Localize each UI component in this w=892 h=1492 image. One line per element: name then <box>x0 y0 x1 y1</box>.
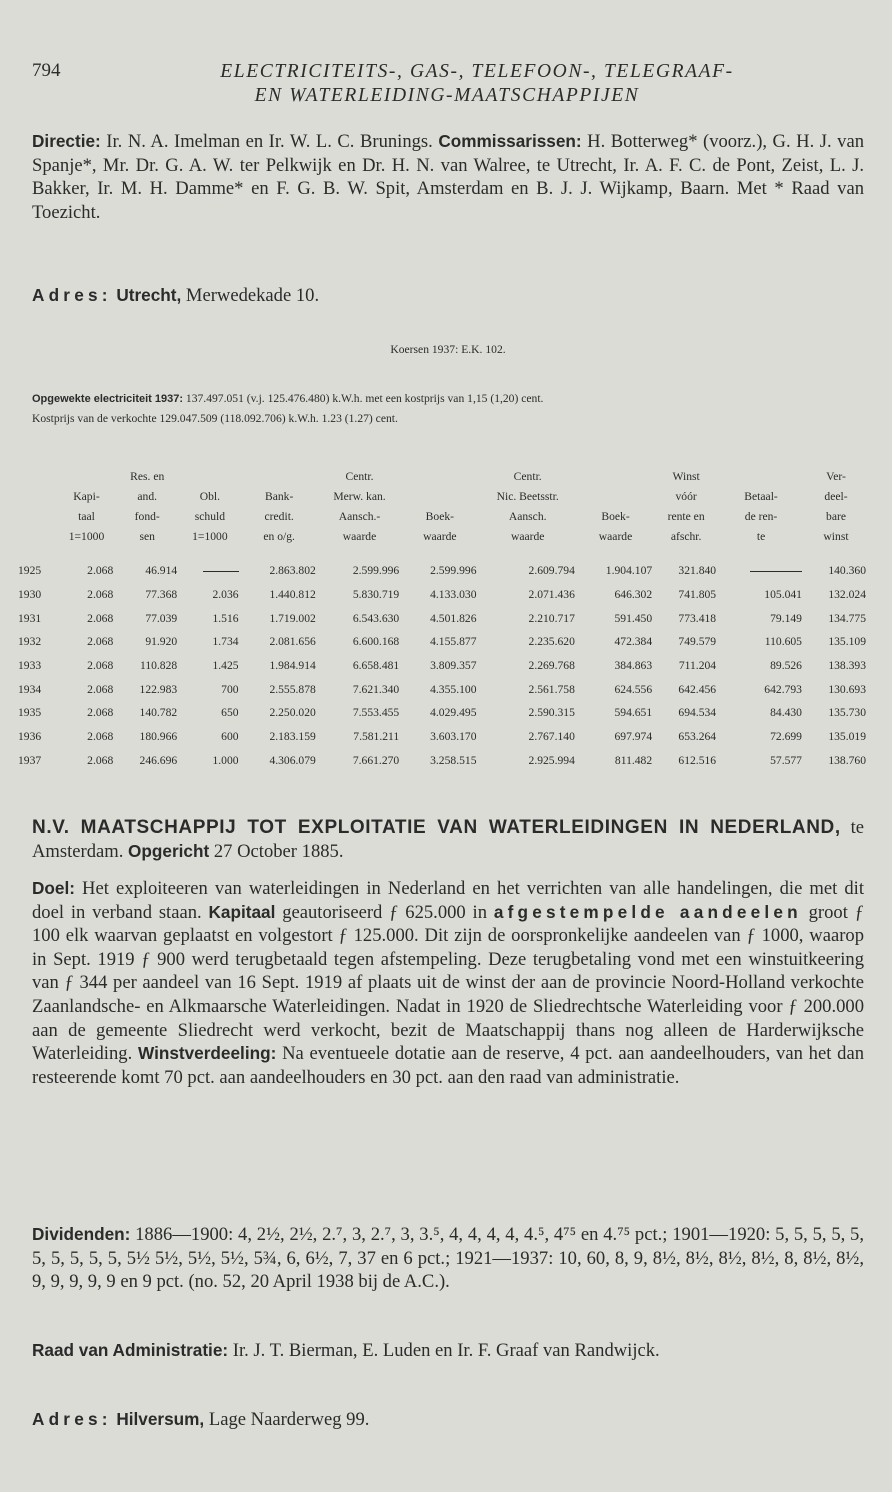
table-cell: 472.384 <box>614 635 653 649</box>
table-cell: 4.306.079 <box>269 753 316 767</box>
table-header-cell: Kapi- <box>73 490 100 503</box>
table-cell: 612.516 <box>678 753 717 767</box>
table-header-cell: Bank- <box>265 490 294 503</box>
table-cell: 2.269.768 <box>528 659 575 673</box>
table-cell: 384.863 <box>614 659 653 673</box>
table-header-cell: Boek- <box>425 510 455 523</box>
table-header-cell <box>16 527 58 547</box>
table-cell: 72.699 <box>770 730 802 744</box>
commissarissen-text: H. Botterweg* (voorz.), G. H. J. van Spanje*, Mr. Dr. G. A. W. ter Pelkwijk en Dr. H. N. van Walree, te Utrecht, Ir. A. F. C. de Pont, Zeist, L. J. Bakker, Ir. M. H. Damme* en F. G. B. W. Spit, Amsterdam en B. J. J. Wijkamp, Baarn. Met * Raad van Toezicht. <box>32 131 864 223</box>
table-cell: 1.516 <box>212 611 239 625</box>
table-cell: 697.974 <box>614 730 653 744</box>
table-cell: 132.024 <box>828 588 866 602</box>
table-cell: 591.450 <box>614 611 653 625</box>
table-cell: 2.599.996 <box>352 564 400 578</box>
table-cell: 2.068 <box>87 730 114 744</box>
table-cell: 1.904.107 <box>605 564 653 578</box>
table-cell: 122.983 <box>139 682 178 696</box>
aandeelen-spaced: afgestempelde aandeelen <box>493 901 802 922</box>
table-header-row <box>16 507 868 527</box>
raad-paragraph <box>32 1339 864 1363</box>
table-header-cell: Obl. <box>199 490 221 503</box>
table-row <box>16 559 868 583</box>
table-header-cell: bare <box>826 510 846 523</box>
table-cell: 1.425 <box>212 659 239 673</box>
electriciteit-text: 137.497.051 (v.j. 125.476.480) k.W.h. met een kostprijs van 1,15 (1,20) cent. <box>183 392 544 405</box>
electriciteit-label: Opgewekte electriciteit 1937: <box>32 393 184 405</box>
table-header-cell: Aansch. <box>508 510 547 523</box>
table-header-cell: Merw. kan. <box>333 490 386 503</box>
table-header-row <box>16 487 868 507</box>
table-cell: 2.561.758 <box>528 682 575 696</box>
table-cell: 711.204 <box>678 659 717 673</box>
table-cell: 1936 <box>18 730 42 744</box>
adres-city: Utrecht, <box>116 285 182 305</box>
adres-2-street: Lage Naarderweg 99. <box>204 1409 370 1430</box>
page-number: 794 <box>32 60 61 81</box>
table-header-cell: credit. <box>264 510 294 523</box>
kostprijs-line: Kostprijs van de verkochte 129.047.509 (118.092.706) k.W.h. 1.23 (1.27) cent. <box>32 412 398 425</box>
table-cell: 2.068 <box>87 753 114 767</box>
table-cell: 4.501.826 <box>430 611 477 625</box>
table-header-cell: Winst <box>672 470 700 483</box>
table-cell: 321.840 <box>678 564 717 578</box>
kapitaal-label: Kapitaal <box>208 901 276 922</box>
table-header-cell: de ren- <box>744 510 778 523</box>
table-header-cell: Centr. <box>513 470 542 483</box>
table-header-cell: taal <box>78 510 95 523</box>
table-header-cell <box>718 467 804 487</box>
opgericht-label: Opgericht <box>128 840 210 861</box>
table-header-cell <box>577 487 654 507</box>
table-cell: 3.603.170 <box>430 730 477 744</box>
table-cell: 2.767.140 <box>528 730 575 744</box>
table-cell: 1.000 <box>212 753 239 767</box>
table-cell: 2.235.620 <box>528 635 575 649</box>
table-cell: 2.081.656 <box>269 635 316 649</box>
table-cell: 2.599.996 <box>430 564 477 578</box>
table-cell: 91.920 <box>145 635 178 649</box>
table-cell: 3.809.357 <box>430 659 477 673</box>
table-cell: 2.250.020 <box>269 706 316 720</box>
table-cell: 84.430 <box>770 706 802 720</box>
company-name: N.V. MAATSCHAPPIJ TOT EXPLOITATIE VAN WATERLEIDINGEN IN NEDERLAND, <box>32 817 841 838</box>
table-cell: 694.534 <box>678 706 717 720</box>
table-header-row <box>16 527 868 547</box>
table-cell: 7.581.211 <box>353 730 400 744</box>
table-cell: 2.068 <box>87 611 114 625</box>
table-cell: 79.149 <box>770 611 802 625</box>
doel-text: Het exploiteeren van waterleidingen in Nederland en het verrichten van alle handelingen, die met dit doel in verband staan. <box>32 878 864 923</box>
electriciteit-line-1 <box>32 389 864 409</box>
table-cell: 135.019 <box>828 730 866 744</box>
table-cell: 6.600.168 <box>352 635 400 649</box>
table-cell: 650 <box>221 706 239 720</box>
table-row <box>16 725 868 749</box>
table-cell: 135.730 <box>828 706 866 720</box>
table-header-cell <box>179 467 240 487</box>
table-cell: 2.068 <box>87 564 114 578</box>
directie-text: Ir. N. A. Imelman en Ir. W. L. C. Brunings. <box>100 131 439 152</box>
table-header-cell: Nic. Beetsstr. <box>496 490 559 503</box>
table-header-cell <box>401 467 478 487</box>
financial-table <box>16 467 868 772</box>
table-cell: 57.577 <box>770 753 802 767</box>
running-title-line-2: EN WATERLEIDING-MAATSCHAPPIJEN <box>254 85 640 106</box>
table-cell: 741.805 <box>678 588 717 602</box>
table-row <box>16 677 868 701</box>
table-cell: 1935 <box>18 706 42 720</box>
table-cell: 46.914 <box>145 564 178 578</box>
table-cell: 2.925.994 <box>528 753 575 767</box>
table-cell: 138.760 <box>828 753 866 767</box>
table-header-cell: deel- <box>824 490 848 503</box>
table-row <box>16 701 868 725</box>
dash-mark <box>750 571 802 572</box>
table-header-cell: waarde <box>598 530 633 543</box>
table-cell: 2.071.436 <box>528 588 575 602</box>
table-header-cell: sen <box>139 530 155 543</box>
table-header-cell: vóór <box>675 490 697 503</box>
table-cell <box>179 559 240 583</box>
table-cell: 7.621.340 <box>352 682 400 696</box>
directie-paragraph <box>32 130 864 224</box>
table-cell: 1933 <box>18 659 42 673</box>
table-cell: 2.068 <box>87 659 114 673</box>
table-cell: 3.258.515 <box>430 753 477 767</box>
table-cell: 624.556 <box>614 682 653 696</box>
table-cell: 1.734 <box>212 635 239 649</box>
table-body <box>16 559 868 772</box>
table-cell: 77.039 <box>145 611 178 625</box>
table-cell: 1930 <box>18 588 42 602</box>
table-cell: 77.368 <box>145 588 178 602</box>
table-cell: 140.782 <box>139 706 178 720</box>
table-header-cell: afschr. <box>670 530 702 543</box>
table-row <box>16 583 868 607</box>
electriciteit-block <box>32 389 864 429</box>
raad-label: Raad van Administratie: <box>32 1340 229 1360</box>
directie-label: Directie: <box>32 131 101 151</box>
table-cell: 811.482 <box>614 753 653 767</box>
table-row <box>16 654 868 678</box>
company-location: te Amsterdam. <box>32 817 864 862</box>
table-cell: 138.393 <box>828 659 866 673</box>
table-cell: 773.418 <box>678 611 717 625</box>
table-cell: 180.966 <box>139 730 178 744</box>
table-header-cell <box>16 467 58 487</box>
kapitaal-text: geautoriseerd ƒ 625.000 in <box>275 901 494 923</box>
adres-2-city: Hilversum, <box>116 1409 205 1429</box>
table-cell: 110.828 <box>139 659 178 673</box>
table-header-cell: rente en <box>667 510 705 523</box>
table-cell: 89.526 <box>770 659 802 673</box>
table-cell: 6.658.481 <box>352 659 400 673</box>
koersen-line: Koersen 1937: E.K. 102. <box>390 343 506 356</box>
adres-hilversum <box>32 1408 864 1432</box>
table-header-cell: Betaal- <box>744 490 778 503</box>
commissarissen-label: Commissarissen: <box>438 131 582 151</box>
table-row <box>16 749 868 773</box>
adres-street: Merwedekade 10. <box>181 285 320 306</box>
table-header-cell: waarde <box>342 530 377 543</box>
table-header-cell: fond- <box>134 510 160 523</box>
table-cell: 1932 <box>18 635 42 649</box>
adres-2-label: Adres: <box>32 1409 112 1429</box>
table-cell: 2.555.878 <box>269 682 316 696</box>
table-cell: 110.605 <box>764 635 802 649</box>
table-cell: 700 <box>221 682 239 696</box>
winstverdeeling-label: Winstverdeeling: <box>138 1043 277 1064</box>
table-cell <box>718 559 804 583</box>
table-cell: 4.355.100 <box>430 682 477 696</box>
table-cell: 105.041 <box>764 588 802 602</box>
table-cell: 7.661.270 <box>352 753 400 767</box>
adres-utrecht <box>32 284 864 308</box>
table-header-cell: and. <box>137 490 158 503</box>
table-cell: 1925 <box>18 564 42 578</box>
dividenden-label: Dividenden: <box>32 1224 131 1244</box>
table-header-cell <box>401 487 478 507</box>
table-cell: 140.360 <box>828 564 866 578</box>
adres-label: Adres: <box>32 285 112 305</box>
table-header-cell: Boek- <box>601 510 630 523</box>
nv-heading <box>32 816 864 863</box>
table-header-cell: 1=1000 <box>192 530 228 543</box>
table-cell: 653.264 <box>678 730 717 744</box>
running-title-line-1: ELECTRICITEITS-, GAS-, TELEFOON-, TELEGRAAF- <box>220 61 734 82</box>
table-cell: 246.696 <box>139 753 178 767</box>
table-cell: 7.553.455 <box>352 706 400 720</box>
dash-mark <box>203 571 239 572</box>
table-row <box>16 606 868 630</box>
table-cell: 2.068 <box>87 682 114 696</box>
table-header-cell <box>16 487 58 507</box>
table-cell: 2.210.717 <box>528 611 575 625</box>
table-cell: 2.590.315 <box>528 706 575 720</box>
table-cell: 2.183.159 <box>269 730 316 744</box>
table-cell: 2.609.794 <box>528 564 575 578</box>
table-cell: 646.302 <box>614 588 653 602</box>
table-cell: 135.109 <box>828 635 866 649</box>
table-cell: 1934 <box>18 682 42 696</box>
table-header-cell: Res. en <box>130 470 165 483</box>
table-header-cell: waarde <box>423 530 457 543</box>
table-header-row <box>16 467 868 487</box>
table-header-cell: 1=1000 <box>68 530 105 543</box>
winstverdeeling-text: Na eventueele dotatie aan de reserve, 4 pct. aan aandeelhouders, van het dan resteerende komt 70 pct. aan aandeelhouders en 30 pct. aan den raad van administratie. <box>32 1043 864 1088</box>
table-cell: 2.068 <box>87 635 114 649</box>
table-cell: 130.693 <box>828 682 866 696</box>
table-cell: 2.068 <box>87 588 114 602</box>
table-header-cell: schuld <box>194 510 226 523</box>
dividenden-paragraph <box>32 1223 864 1294</box>
doel-paragraph <box>32 877 864 1089</box>
table-cell: 749.579 <box>678 635 717 649</box>
table-header-cell <box>58 467 116 487</box>
table-header-cell <box>241 467 318 487</box>
table-cell: 642.793 <box>764 682 802 696</box>
table-header-cell: Aansch.- <box>338 510 381 523</box>
table-cell: 2.036 <box>212 588 239 602</box>
table-row <box>16 630 868 654</box>
table-cell: 600 <box>221 730 239 744</box>
doel-text-2: groot ƒ 100 elk waarvan geplaatst en volgestort ƒ 125.000. Dit zijn de oorspronkelijke aandeelen van ƒ 1000, waarop in Sept. 1919 ƒ 900 werd terugbetaald tegen afstempeling. Deze terugbetaling vond met een winstuitkeering van ƒ 344 per aandeel van 16 Sept. 1919 af plaats uit de winst der aan de provincie Noord-Holland verkochte Zaanlandsche- en Alkmaarsche Waterleidingen. Nadat in 1920 de Sliedrechtsche Waterleiding voor ƒ 200.000 aan de gemeente Sliedrecht werd verkocht, bezit de Maatschappij thans nog alleen de Harderwijksche Waterleiding. <box>32 901 865 1065</box>
table-header-cell: Ver- <box>826 470 846 483</box>
table-spacer <box>16 547 868 559</box>
table-cell: 6.543.630 <box>352 611 400 625</box>
table-cell: 4.155.877 <box>430 635 477 649</box>
page-header <box>32 60 862 108</box>
table-cell: 5.830.719 <box>352 588 400 602</box>
opgericht-date: 27 October 1885. <box>209 840 344 862</box>
table-cell: 2.068 <box>87 706 114 720</box>
table-cell: 1937 <box>18 753 42 767</box>
raad-text: Ir. J. T. Bierman, E. Luden en Ir. F. Graaf van Randwijck. <box>228 1340 660 1361</box>
table-header-cell: waarde <box>510 530 545 543</box>
table-header-cell: en o/g. <box>263 530 295 543</box>
doel-label: Doel: <box>32 878 75 898</box>
table-cell: 134.775 <box>828 611 866 625</box>
dividenden-text: 1886—1900: 4, 2½, 2½, 2.⁷, 3, 2.⁷, 3, 3.⁵, 4, 4, 4, 4, 4.⁵, 4⁷⁵ en 4.⁷⁵ pct.; 1901—1920: 5, 5, 5, 5, 5, 5, 5, 5, 5, 5, 5½ 5½, 5½, 5½, 5¾, 6, 6½, 7, 37 en 6 pct.; 1921—1937: 10, 60, 8, 9, 8½, 8½, 8½, 8½, 8, 8½, 8½, 9, 9, 9, 9, 9 en 9 pct. (no. 52, 20 April 1938 bij de A.C.). <box>32 1224 864 1293</box>
table-cell: 642.456 <box>678 682 717 696</box>
table-header-cell: Centr. <box>345 470 374 483</box>
table-cell: 1.440.812 <box>269 588 316 602</box>
table-cell: 1.719.002 <box>269 611 316 625</box>
table-cell: 1931 <box>18 611 42 625</box>
table-header-cell: winst <box>823 530 849 543</box>
table-header-cell: te <box>756 530 766 543</box>
table-header-cell <box>16 507 58 527</box>
table-header-cell <box>577 467 654 487</box>
table-cell: 594.651 <box>614 706 653 720</box>
table-header <box>16 467 868 559</box>
table-cell: 1.984.914 <box>269 659 316 673</box>
table-cell: 4.029.495 <box>430 706 477 720</box>
table-cell: 4.133.030 <box>430 588 477 602</box>
table-cell: 2.863.802 <box>269 564 316 578</box>
